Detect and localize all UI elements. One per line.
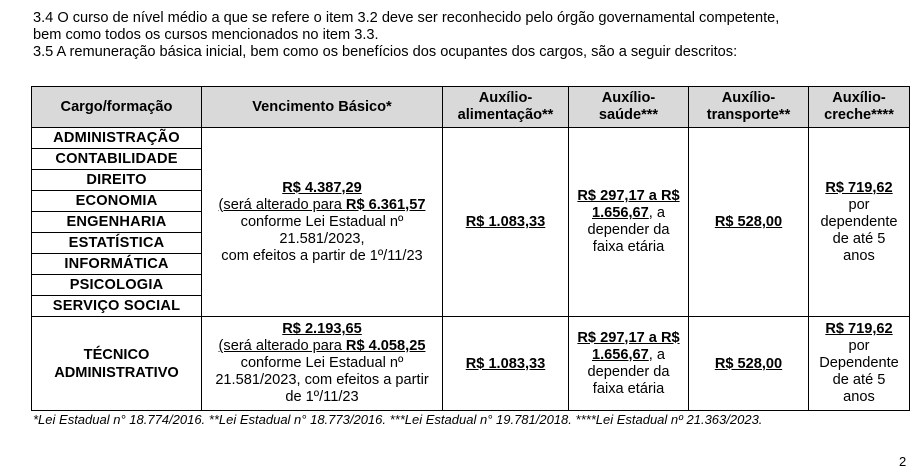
- header-cargo: Cargo/formação: [32, 87, 202, 128]
- cargo-cell: SERVIÇO SOCIAL: [32, 296, 202, 317]
- header-saude: Auxílio- saúde***: [569, 87, 689, 128]
- cargo-cell: ECONOMIA: [32, 191, 202, 212]
- paragraph-3-4-line1: 3.4 O curso de nível médio a que se refere o item 3.2 deve ser reconhecido pelo órgão governamental competente,: [33, 10, 780, 26]
- cargo-cell: INFORMÁTICA: [32, 254, 202, 275]
- cargo-cell: CONTABILIDADE: [32, 149, 202, 170]
- footnote: *Lei Estadual n° 18.774/2016. **Lei Estadual n° 18.773/2016. ***Lei Estadual n° 19.781/2018. ****Lei Estadual nº 21.363/2023.: [33, 412, 763, 427]
- table-header-row: [32, 87, 910, 128]
- cargo-cell: ADMINISTRAÇÃO: [32, 128, 202, 149]
- creche-cell: R$ 719,62 por dependente de até 5 anos: [809, 128, 910, 317]
- paragraph-3-4-line2: bem como todos os cursos mencionados no item 3.3.: [33, 27, 379, 43]
- cargo-tecnico-cell: TÉCNICO ADMINISTRATIVO: [32, 317, 202, 411]
- transporte-cell: R$ 528,00: [689, 128, 809, 317]
- creche-cell: R$ 719,62 por Dependente de até 5 anos: [809, 317, 910, 411]
- remuneration-table: [31, 86, 910, 411]
- table-row: [32, 128, 910, 149]
- header-creche: Auxílio- creche****: [809, 87, 910, 128]
- header-transporte: Auxílio- transporte**: [689, 87, 809, 128]
- page-number: 2: [899, 454, 907, 469]
- alimentacao-cell: R$ 1.083,33: [443, 317, 569, 411]
- alimentacao-cell: R$ 1.083,33: [443, 128, 569, 317]
- saude-cell: R$ 297,17 a R$ 1.656,67, a depender da faixa etária: [569, 128, 689, 317]
- vencimento-cell: R$ 4.387,29 (será alterado para R$ 6.361,57 conforme Lei Estadual nº 21.581/2023, com efeitos a partir de 1º/11/23: [202, 128, 443, 317]
- table-row-tecnico: [32, 317, 910, 411]
- saude-cell: R$ 297,17 a R$ 1.656,67, a depender da faixa etária: [569, 317, 689, 411]
- cargo-cell: ESTATÍSTICA: [32, 233, 202, 254]
- vencimento-cell: R$ 2.193,65 (será alterado para R$ 4.058,25 conforme Lei Estadual nº 21.581/2023, com efeitos a partir de 1º/11/23: [202, 317, 443, 411]
- paragraph-3-5: 3.5 A remuneração básica inicial, bem como os benefícios dos ocupantes dos cargos, são a seguir descritos:: [33, 44, 738, 60]
- cargo-cell: DIREITO: [32, 170, 202, 191]
- cargo-cell: PSICOLOGIA: [32, 275, 202, 296]
- header-vencimento: Vencimento Básico*: [202, 87, 443, 128]
- cargo-cell: ENGENHARIA: [32, 212, 202, 233]
- transporte-cell: R$ 528,00: [689, 317, 809, 411]
- header-alimentacao: Auxílio- alimentação**: [443, 87, 569, 128]
